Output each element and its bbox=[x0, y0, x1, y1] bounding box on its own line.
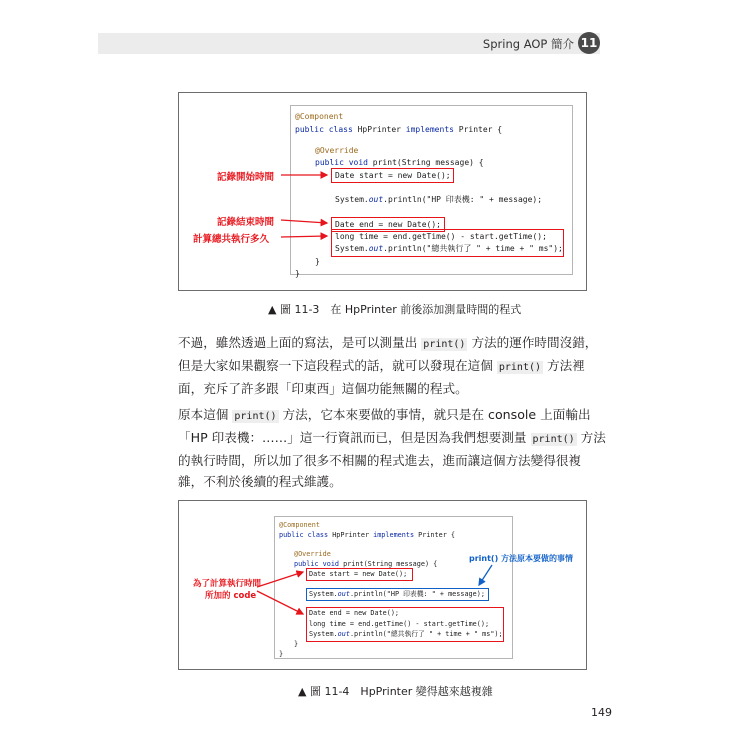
label-timing-code-line2: 所加的 code bbox=[205, 591, 257, 601]
code-line: public void print(String message) { bbox=[315, 158, 484, 167]
text-line: 雜，不利於後續的程式維護。 bbox=[178, 474, 342, 489]
code-line: System.out.println("HP 印表機: " + message); bbox=[309, 590, 485, 598]
label-original-purpose: print() 方法原本要做的事情 bbox=[469, 554, 574, 563]
code-line: public void print(String message) { bbox=[294, 560, 438, 568]
code-line: long time = end.getTime() - start.getTime(); bbox=[309, 620, 490, 628]
code-line: Date start = new Date(); bbox=[309, 570, 408, 578]
figure-11-4 bbox=[178, 500, 587, 670]
text-line: 的執行時間，所以加了很多不相關的程式進去，進而讓這個方法變得很複 bbox=[178, 453, 581, 468]
code-line: public class HpPrinter implements Printer { bbox=[295, 125, 503, 134]
code-line: } bbox=[315, 257, 320, 266]
figure-caption-11-4: ▲ 圖 11-4 HpPrinter 變得越來越複雜 bbox=[298, 685, 493, 698]
arrow-to-start bbox=[257, 572, 303, 587]
code-line: Date start = new Date(); bbox=[335, 171, 451, 180]
code-line: System.out.println("總共執行了 " + time + " ms"); bbox=[335, 244, 563, 253]
figure-caption-11-3: ▲ 圖 11-3 在 HpPrinter 前後添加測量時間的程式 bbox=[268, 303, 522, 316]
chapter-number-badge: 11 bbox=[578, 32, 600, 54]
code-line: System.out.println("HP 印表機: " + message); bbox=[335, 195, 543, 204]
code-line: } bbox=[294, 640, 299, 648]
header-title: Spring AOP 簡介 bbox=[482, 37, 574, 51]
label-end-time: 記錄結束時間 bbox=[217, 217, 275, 228]
arrow-calc bbox=[281, 236, 327, 237]
paragraph-1 bbox=[178, 332, 598, 399]
arrow-to-original bbox=[479, 565, 492, 585]
text-line: 面，充斥了許多跟「印東西」這個功能無關的程式。 bbox=[178, 381, 468, 396]
callout-arrows bbox=[179, 501, 588, 671]
running-header bbox=[98, 33, 600, 54]
code-line: System.out.println("總共執行了 " + time + " ms"); bbox=[309, 630, 503, 638]
code-line: long time = end.getTime() - start.getTime(); bbox=[335, 232, 547, 241]
code-line: @Override bbox=[294, 550, 331, 558]
code-line: } bbox=[279, 650, 284, 658]
code-line: public class HpPrinter implements Printer { bbox=[279, 531, 455, 539]
text-line: 「HP 印表機：……」這一行資訊而已，但是因為我們想要測量 print() 方法 bbox=[178, 430, 606, 445]
callout-arrows bbox=[179, 93, 588, 292]
arrow-to-end bbox=[257, 591, 303, 614]
label-timing-code-line1: 為了計算執行時間 bbox=[193, 579, 262, 589]
code-line: Date end = new Date(); bbox=[335, 220, 441, 229]
text-line: 不過，雖然透過上面的寫法，是可以測量出 print() 方法的運作時間沒錯， bbox=[178, 335, 598, 350]
page-number: 149 bbox=[591, 706, 612, 719]
code-line: @Component bbox=[295, 112, 344, 121]
figure-11-3 bbox=[178, 92, 587, 291]
code-line: @Override bbox=[315, 146, 359, 155]
code-line: } bbox=[295, 269, 300, 278]
arrow-end bbox=[281, 220, 327, 223]
text-line: 原本這個 print() 方法，它本來要做的事情，就只是在 console 上面輸出 bbox=[178, 407, 591, 422]
code-line: @Component bbox=[279, 521, 320, 529]
label-calc-time: 計算總共執行多久 bbox=[193, 234, 270, 245]
text-line: 但是大家如果觀察一下這段程式的話，就可以發現在這個 print() 方法裡 bbox=[178, 358, 585, 373]
paragraph-2 bbox=[178, 404, 606, 492]
label-start-time: 記錄開始時間 bbox=[217, 172, 275, 183]
code-line: Date end = new Date(); bbox=[309, 609, 400, 617]
